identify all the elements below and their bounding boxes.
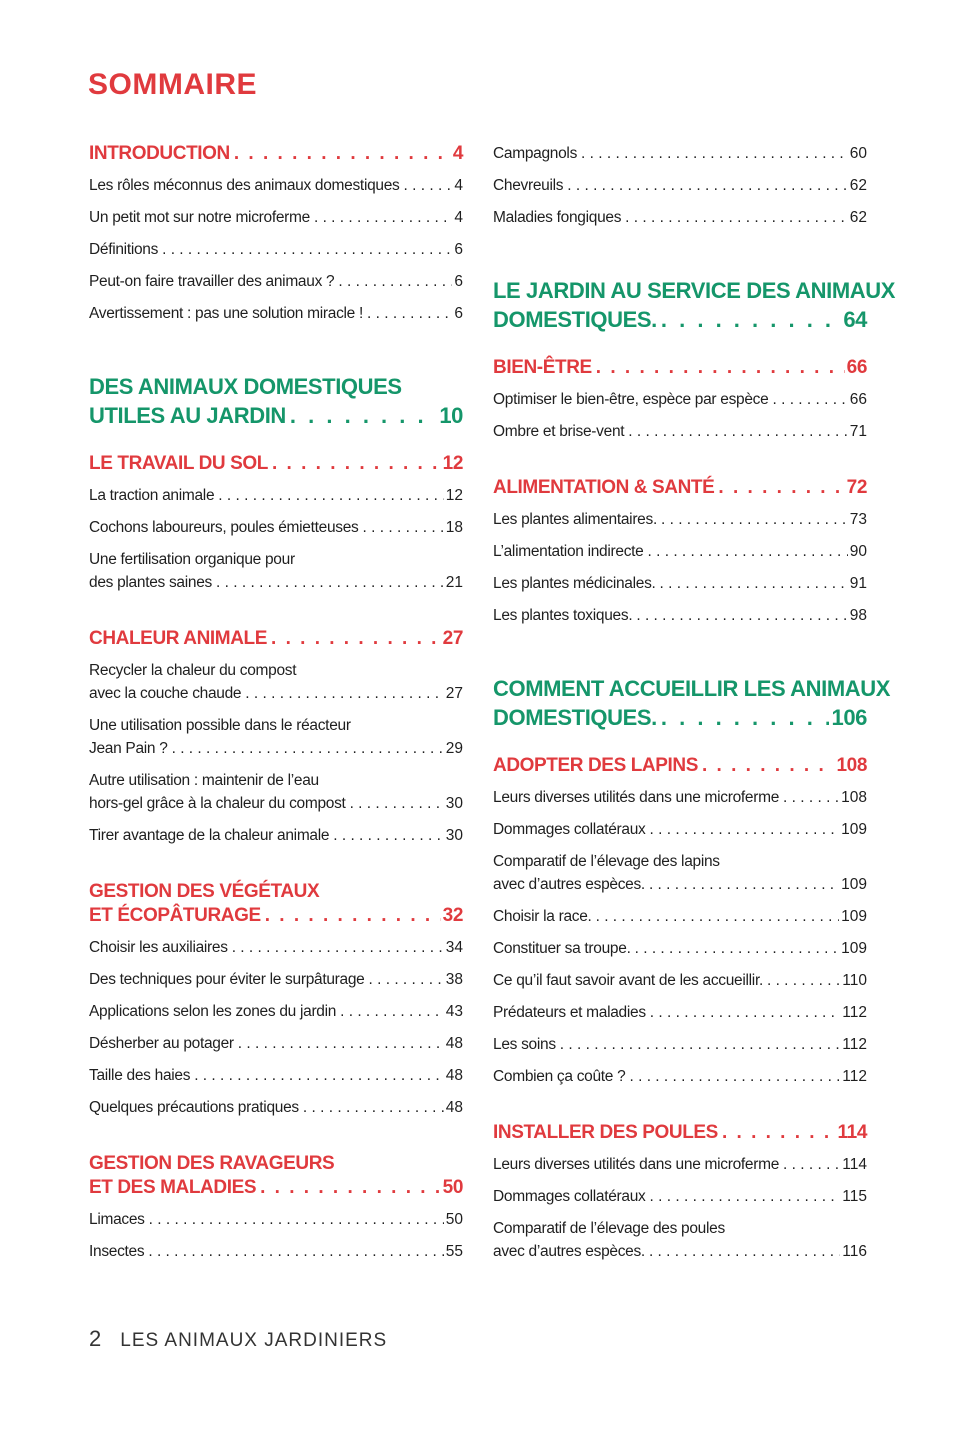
toc-entry[interactable]: Un petit mot sur notre microferme . . . 4 — [89, 206, 463, 229]
section-heading-chaleur-animale[interactable]: CHALEUR ANIMALE . . . 27 — [89, 627, 463, 651]
section-heading-gestion-vegetaux[interactable]: GESTION DES VÉGÉTAUX ET ÉCOPÂTURAGE . . . 32 — [89, 880, 463, 928]
toc-entry[interactable]: Recycler la chaleur du compost avec la couche chaude . . . 27 — [89, 659, 463, 705]
toc-entry[interactable]: Avertissement : pas une solution miracle ! . . . 6 — [89, 302, 463, 325]
toc-entry[interactable]: Tirer avantage de la chaleur animale . . . 30 — [89, 824, 463, 847]
book-title: LES ANIMAUX JARDINIERS — [120, 1330, 388, 1351]
toc-entry[interactable]: Ombre et brise-vent . . . 71 — [493, 420, 867, 443]
toc-entry[interactable]: Taille des haies . . . 48 — [89, 1064, 463, 1087]
toc-entry[interactable]: Des techniques pour éviter le surpâturage . . . 38 — [89, 968, 463, 991]
toc-entry[interactable]: Désherber au potager . . . 48 — [89, 1032, 463, 1055]
page-number: 2 — [89, 1326, 103, 1351]
section-heading-bien-etre[interactable]: BIEN-ÊTRE . . . 66 — [493, 356, 867, 380]
toc-right-column — [493, 142, 895, 1272]
section-heading-introduction[interactable]: INTRODUCTION . . . 4 — [89, 142, 463, 166]
toc-entry[interactable]: Une fertilisation organique pour des plantes saines . . . 21 — [89, 548, 463, 594]
toc-entry[interactable]: Dommages collatéraux . . . 109 — [493, 818, 867, 841]
toc-entry[interactable]: Les plantes alimentaires. . . . 73 — [493, 508, 867, 531]
toc-entry[interactable]: Peut-on faire travailler des animaux ? . . . 6 — [89, 270, 463, 293]
toc-entry[interactable]: Campagnols . . . 60 — [493, 142, 867, 165]
section-heading-adopter-lapins[interactable]: ADOPTER DES LAPINS . . . 108 — [493, 754, 867, 778]
toc-entry[interactable]: Constituer sa troupe. . . . 109 — [493, 937, 867, 960]
toc-entry[interactable]: Les plantes toxiques. . . . 98 — [493, 604, 867, 627]
toc-entry[interactable]: Limaces . . . 50 — [89, 1208, 463, 1231]
toc-entry[interactable]: Comparatif de l’élevage des poules avec d’autres espèces. . . . 116 — [493, 1217, 867, 1263]
toc-left-column — [89, 142, 463, 1272]
toc-entry[interactable]: Les soins . . . 112 — [493, 1033, 867, 1056]
toc-entry[interactable]: Dommages collatéraux . . . 115 — [493, 1185, 867, 1208]
part-heading-animaux-utiles[interactable]: DES ANIMAUX DOMESTIQUES UTILES AU JARDIN . . . 10 — [89, 372, 463, 430]
toc-entry[interactable]: Quelques précautions pratiques . . . 48 — [89, 1096, 463, 1119]
toc-entry[interactable]: Comparatif de l’élevage des lapins avec d’autres espèces. . . . 109 — [493, 850, 867, 896]
toc-entry[interactable]: Choisir la race. . . . 109 — [493, 905, 867, 928]
toc-entry[interactable]: L’alimentation indirecte . . . 90 — [493, 540, 867, 563]
toc-entry[interactable]: Les plantes médicinales. . . . 91 — [493, 572, 867, 595]
toc-entry[interactable]: Prédateurs et maladies . . . 112 — [493, 1001, 867, 1024]
section-heading-alimentation-sante[interactable]: ALIMENTATION & SANTÉ . . . 72 — [493, 476, 867, 500]
toc-entry[interactable]: Ce qu’il faut savoir avant de les accueillir. . . . 110 — [493, 969, 867, 992]
section-heading-travail-du-sol[interactable]: LE TRAVAIL DU SOL . . . 12 — [89, 452, 463, 476]
toc-entry[interactable]: Une utilisation possible dans le réacteur Jean Pain ? . . . 29 — [89, 714, 463, 760]
toc-entry[interactable]: Choisir les auxiliaires . . . 34 — [89, 936, 463, 959]
page-footer — [89, 1326, 387, 1352]
toc-entry[interactable]: Définitions . . . 6 — [89, 238, 463, 261]
toc-entry[interactable]: Les rôles méconnus des animaux domestiques . . . 4 — [89, 174, 463, 197]
toc-entry[interactable]: Cochons laboureurs, poules émietteuses . . . 18 — [89, 516, 463, 539]
toc-entry[interactable]: Leurs diverses utilités dans une microferme . . . 108 — [493, 786, 867, 809]
toc-entry[interactable]: Applications selon les zones du jardin . . . 43 — [89, 1000, 463, 1023]
part-heading-accueillir-animaux[interactable]: COMMENT ACCUEILLIR LES ANIMAUX DOMESTIQUES. . . . 106 — [493, 674, 867, 732]
section-heading-installer-poules[interactable]: INSTALLER DES POULES . . . 114 — [493, 1121, 867, 1145]
toc-entry[interactable]: Chevreuils . . . 62 — [493, 174, 867, 197]
toc-entry[interactable]: Insectes . . . 55 — [89, 1240, 463, 1263]
section-heading-gestion-ravageurs[interactable]: GESTION DES RAVAGEURS ET DES MALADIES . . . 50 — [89, 1152, 463, 1200]
page-title: SOMMAIRE — [88, 68, 257, 101]
toc-entry[interactable]: Maladies fongiques . . . 62 — [493, 206, 867, 229]
toc-entry[interactable]: Leurs diverses utilités dans une microferme . . . 114 — [493, 1153, 867, 1176]
part-heading-jardin-service[interactable]: LE JARDIN AU SERVICE DES ANIMAUX DOMESTIQUES. . . . 64 — [493, 276, 867, 334]
toc-entry[interactable]: La traction animale . . . 12 — [89, 484, 463, 507]
toc-entry[interactable]: Combien ça coûte ? . . . 112 — [493, 1065, 867, 1088]
toc-entry[interactable]: Optimiser le bien-être, espèce par espèce . . . 66 — [493, 388, 867, 411]
toc-entry[interactable]: Autre utilisation : maintenir de l’eau hors-gel grâce à la chaleur du compost . . . 30 — [89, 769, 463, 815]
